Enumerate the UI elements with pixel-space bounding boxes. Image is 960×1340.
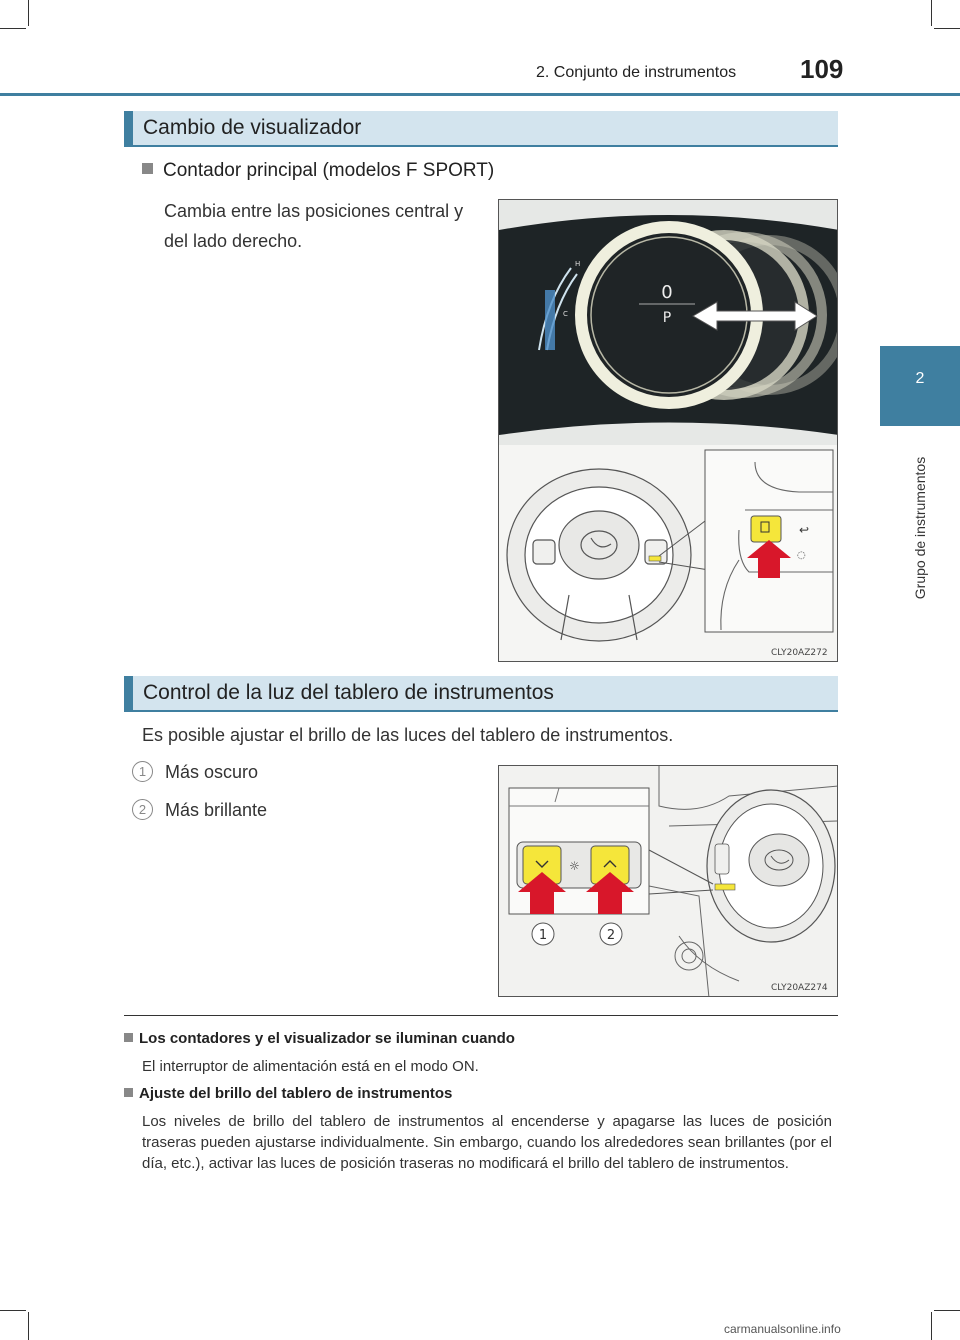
callout-1: 1 bbox=[538, 928, 548, 943]
page-number: 109 bbox=[800, 54, 844, 84]
svg-text:C: C bbox=[563, 310, 568, 318]
note-body: Los niveles de brillo del tablero de instrumentos al encenderse y apagarse las luces de posición traseras pueden ajustarse individualmente. Sin embargo, cuando los alrededores sean brillantes (por el día, etc.), activar las luces de posición traseras no modificará el brillo del tablero de instrumentos. bbox=[142, 1113, 832, 1172]
crop-mark bbox=[0, 1310, 26, 1311]
section-heading-control-luz bbox=[124, 676, 838, 712]
figure-code: CLY20AZ274 bbox=[771, 983, 828, 993]
square-bullet-icon bbox=[124, 1033, 133, 1042]
crop-mark bbox=[28, 0, 29, 26]
list-item-darker: 1 Más oscuro bbox=[132, 762, 258, 784]
gauge-value: 0 bbox=[661, 282, 673, 303]
instrument-cluster-illustration bbox=[499, 200, 838, 662]
gauge-gear: P bbox=[662, 310, 672, 326]
crop-mark bbox=[934, 1310, 960, 1311]
list-item-brighter: 2 Más brillante bbox=[132, 800, 267, 822]
side-tab-number: 2 bbox=[915, 370, 925, 387]
steering-wheel-illustration bbox=[507, 469, 691, 641]
number-badge: 2 bbox=[132, 799, 153, 820]
note-heading: Ajuste del brillo del tablero de instrumentos bbox=[124, 1085, 452, 1102]
notes-divider bbox=[124, 1015, 838, 1016]
subheading-contador: Contador principal (modelos F SPORT) bbox=[142, 160, 494, 182]
square-bullet-icon bbox=[124, 1088, 133, 1097]
crop-mark bbox=[934, 28, 960, 29]
crop-mark bbox=[28, 1312, 29, 1340]
chapter-title: 2. Conjunto de instrumentos bbox=[536, 64, 737, 81]
square-bullet-icon bbox=[142, 163, 153, 174]
side-tab-label: Grupo de instrumentos bbox=[912, 456, 928, 600]
footer-url[interactable]: carmanualsonline.info bbox=[724, 1322, 841, 1336]
figure-gauge-switch bbox=[498, 199, 838, 662]
brightness-switch-illustration bbox=[499, 766, 838, 997]
header-rule bbox=[0, 93, 960, 96]
svg-text:◌: ◌ bbox=[797, 550, 806, 561]
figure-code: CLY20AZ272 bbox=[771, 648, 828, 658]
section-title: Cambio de visualizador bbox=[143, 116, 362, 139]
figure-brightness-buttons bbox=[498, 765, 838, 997]
svg-text:H: H bbox=[575, 260, 581, 268]
callout-2: 2 bbox=[606, 928, 616, 943]
crop-mark bbox=[0, 28, 26, 29]
note-heading: Los contadores y el visualizador se iluminan cuando bbox=[124, 1030, 515, 1047]
note-body: El interruptor de alimentación está en el modo ON. bbox=[142, 1058, 479, 1075]
number-badge: 1 bbox=[132, 761, 153, 782]
section-heading-cambio bbox=[124, 111, 838, 147]
section-title: Control de la luz del tablero de instrumentos bbox=[143, 681, 554, 704]
section2-body: Es posible ajustar el brillo de las luces del tablero de instrumentos. bbox=[142, 725, 674, 745]
crop-mark bbox=[931, 1312, 932, 1340]
svg-text:↩: ↩ bbox=[799, 523, 810, 537]
svg-text:☼: ☼ bbox=[569, 859, 580, 873]
crop-mark bbox=[931, 0, 932, 26]
section1-body: Cambia entre las posiciones central y del lado derecho. bbox=[164, 201, 464, 251]
